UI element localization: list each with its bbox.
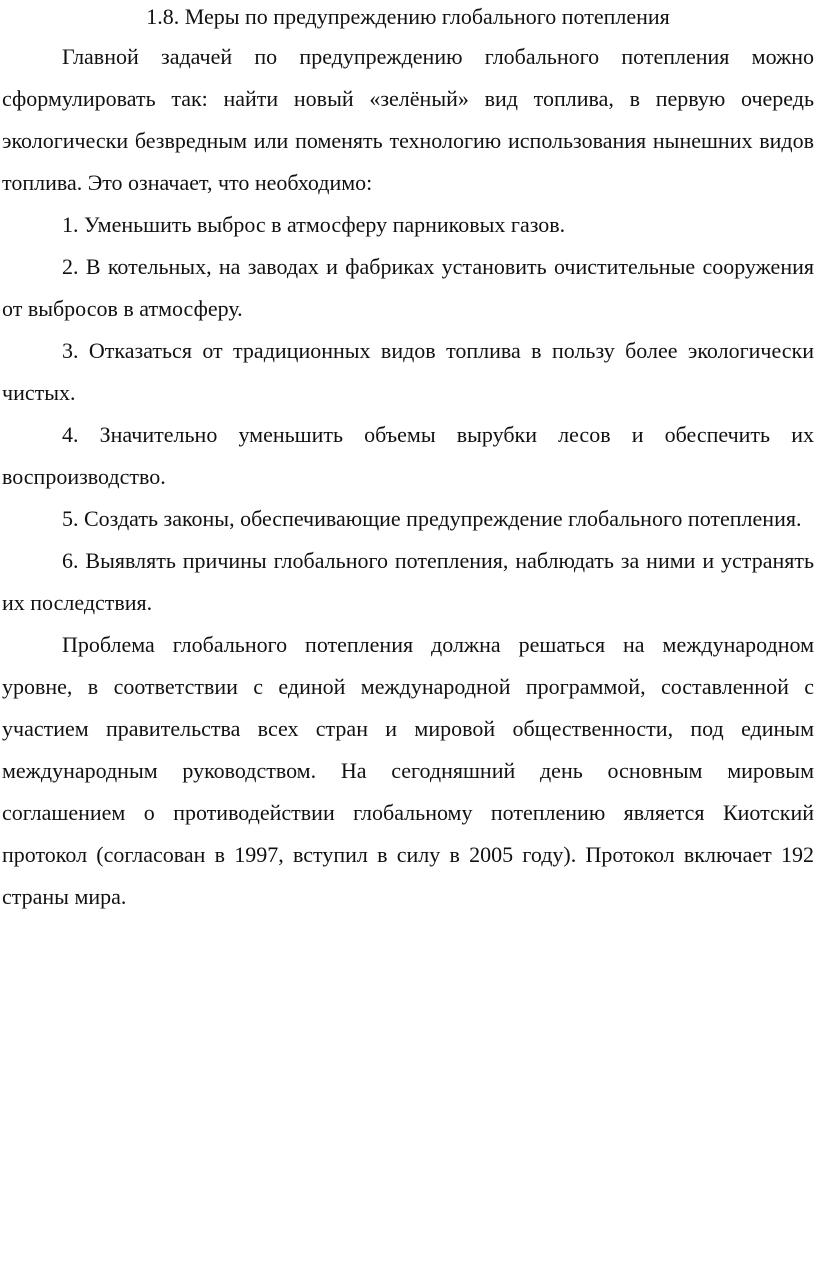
list-item-3: 3. Отказаться от традиционных видов топлива в пользу более экологически чистых. [2,338,814,405]
conclusion-paragraph: Проблема глобального потепления должна решаться на международном уровне, в соответствии с единой международной программой, составленной с участием правительства всех стран и мировой общественности, под единым международным руководством. На сегодняшний день основным мировым соглашением о противодействии глобальному потеплению является Киотский протокол (согласован в 1997, вступил в силу в 2005 году). Протокол включает 192 страны мира. [2,632,814,909]
list-item-6: 6. Выявлять причины глобального потепления, наблюдать за ними и устранять их последствия. [2,548,814,615]
list-item-2: 2. В котельных, на заводах и фабриках установить очистительные сооружения от выбросов в атмосферу. [2,254,814,321]
section-heading: 1.8. Меры по предупреждению глобального потепления [146,4,670,29]
list-item-4: 4. Значительно уменьшить объемы вырубки лесов и обеспечить их воспроизводство. [2,422,814,489]
list-item-1: 1. Уменьшить выброс в атмосферу парниковых газов. [62,212,566,237]
intro-paragraph: Главной задачей по предупреждению глобального потепления можно сформулировать так: найти новый «зелёный» вид топлива, в первую очередь экологически безвредным или поменять технологию использования нынешних видов топлива. Это означает, что необходимо: [2,44,814,195]
list-item-5: 5. Создать законы, обеспечивающие предупреждение глобального потепления. [62,506,802,531]
